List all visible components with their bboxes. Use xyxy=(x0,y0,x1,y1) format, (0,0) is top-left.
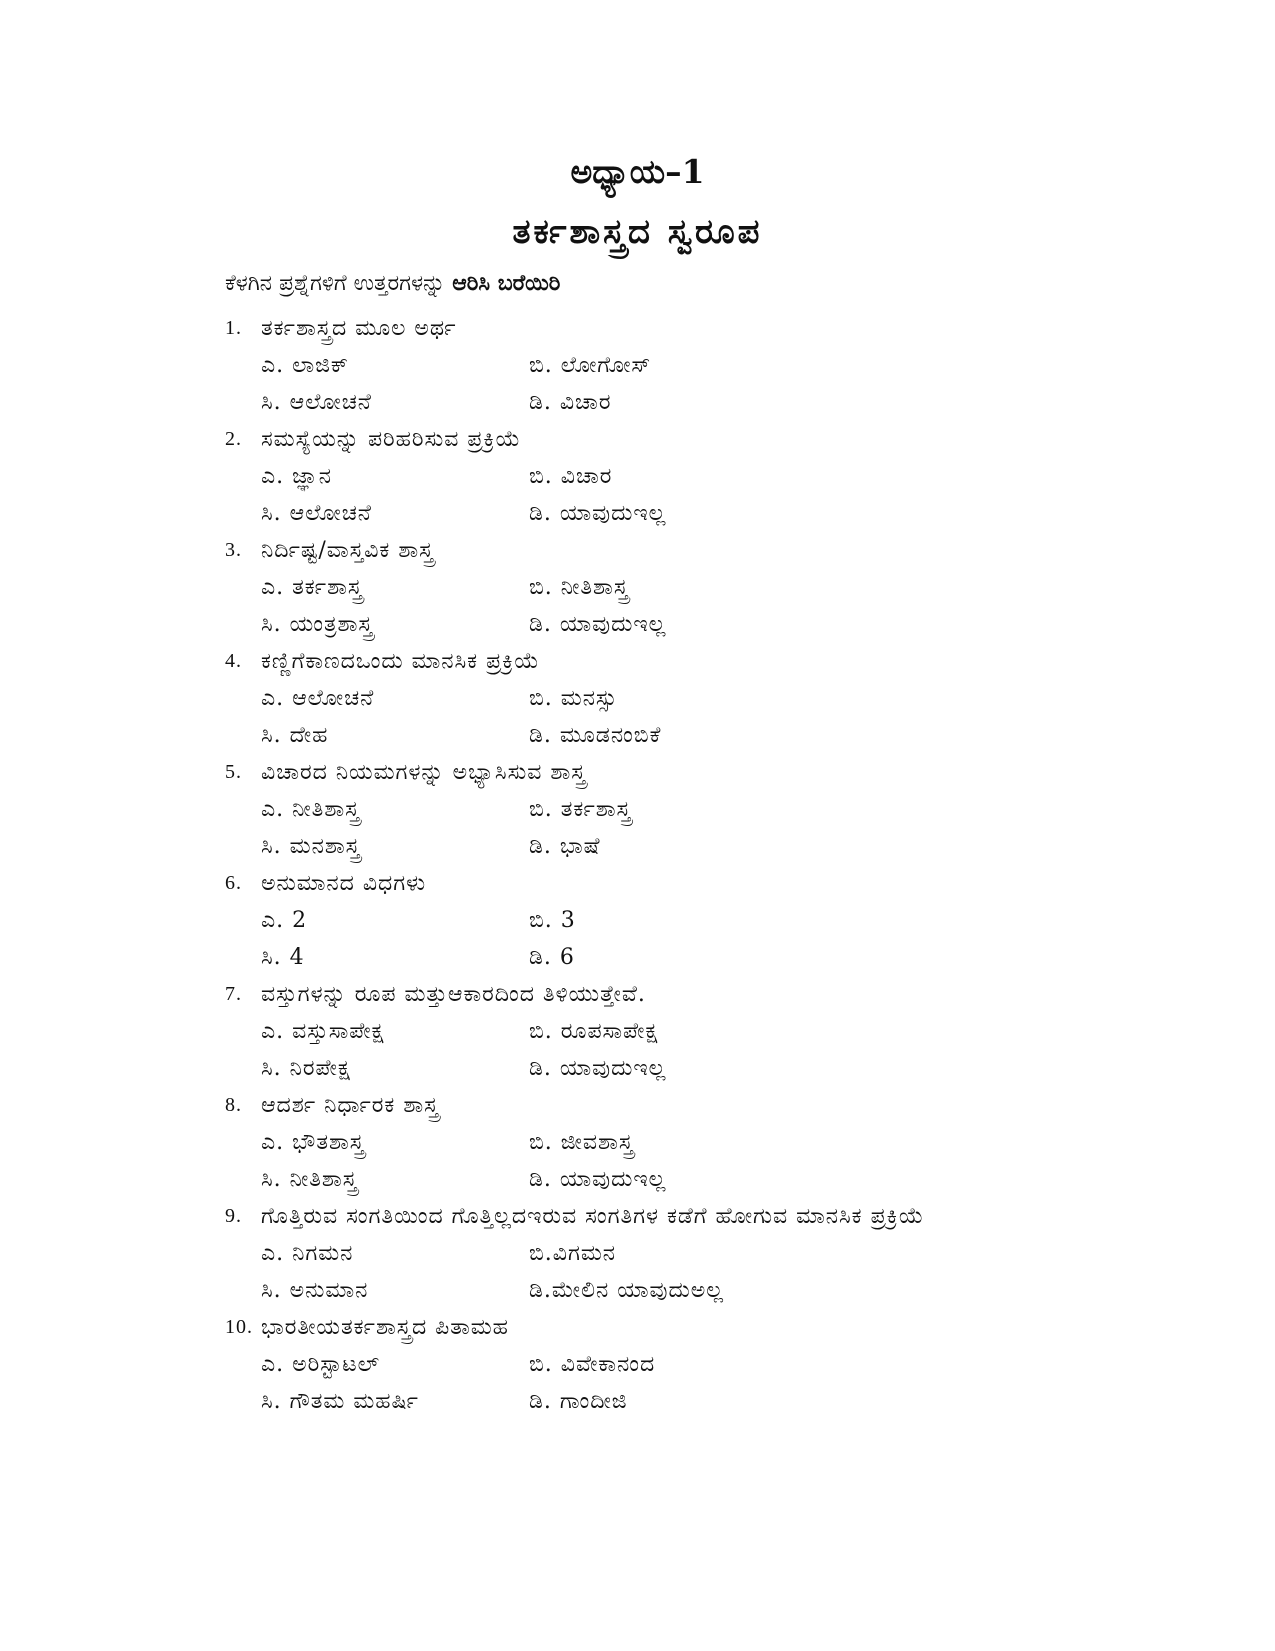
question-item xyxy=(225,532,1125,643)
option-d: ಡಿ. ಭಾಷೆ xyxy=(529,834,601,859)
option-a: ಎ. 2 xyxy=(261,908,308,933)
option-b: ಬಿ. ಲೋಗೋಸ್ xyxy=(529,353,652,378)
option-d: ಡಿ.ಮೇಲಿನ ಯಾವುದುಅಲ್ಲ xyxy=(529,1278,725,1303)
option-a: ಎ. ನೀತಿಶಾಸ್ತ್ರ xyxy=(261,797,361,822)
option-c: ಸಿ. ಅನುಮಾನ xyxy=(261,1278,369,1303)
question-number: 5. xyxy=(225,761,242,783)
option-a: ಎ. ತರ್ಕಶಾಸ್ತ್ರ xyxy=(261,575,364,600)
option-b: ಬಿ. ಜೀವಶಾಸ್ತ್ರ xyxy=(529,1130,635,1155)
option-c: ಸಿ. ನೀತಿಶಾಸ್ತ್ರ xyxy=(261,1167,358,1192)
option-b: ಬಿ. ವಿಚಾರ xyxy=(529,464,613,489)
option-a: ಎ. ಭೌತಶಾಸ್ತ್ರ xyxy=(261,1130,366,1155)
option-a: ಎ. ಆಲೋಚನೆ xyxy=(261,686,375,711)
option-d: ಡಿ. 6 xyxy=(529,945,575,970)
option-d: ಡಿ. ಮೂಡನಂಬಿಕೆ xyxy=(529,723,662,748)
option-c: ಸಿ. 4 xyxy=(261,945,305,970)
question-text: ಸಮಸ್ಯೆಯನ್ನು ಪರಿಹರಿಸುವ ಪ್ರಕ್ರಿಯೆ xyxy=(261,427,522,452)
question-item xyxy=(225,754,1125,865)
option-a: ಎ. ವಸ್ತುಸಾಪೇಕ್ಷ xyxy=(261,1019,385,1044)
question-text: ಭಾರತೀಯತರ್ಕಶಾಸ್ತ್ರದ ಪಿತಾಮಹ xyxy=(261,1315,509,1340)
option-b: ಬಿ. ರೂಪಸಾಪೇಕ್ಷ xyxy=(529,1019,659,1044)
question-text: ಗೊತ್ತಿರುವ ಸಂಗತಿಯಿಂದ ಗೊತ್ತಿಲ್ಲದಇರುವ ಸಂಗತಿಗಳ ಕಡೆಗೆ ಹೋಗುವ ಮಾನಸಿಕ ಪ್ರಕ್ರಿಯೆ xyxy=(261,1204,925,1229)
chapter-heading: ಅಧ್ಯಾಯ–1 xyxy=(570,152,705,191)
question-text: ತರ್ಕಶಾಸ್ತ್ರದ ಮೂಲ ಅರ್ಥ xyxy=(261,316,457,341)
question-item xyxy=(225,1087,1125,1198)
option-d: ಡಿ. ಯಾವುದುಇಲ್ಲ xyxy=(529,612,667,637)
question-text: ಆದರ್ಶ ನಿರ್ಧಾರಕ ಶಾಸ್ತ್ರ xyxy=(261,1093,440,1118)
question-text: ಅನುಮಾನದ ವಿಧಗಳು xyxy=(261,871,427,896)
option-d: ಡಿ. ವಿಚಾರ xyxy=(529,390,612,415)
option-a: ಎ. ನಿಗಮನ xyxy=(261,1241,354,1266)
option-c: ಸಿ. ಯಂತ್ರಶಾಸ್ತ್ರ xyxy=(261,612,374,637)
option-b: ಬಿ.ವಿಗಮನ xyxy=(529,1241,617,1266)
question-item xyxy=(225,976,1125,1087)
option-c: ಸಿ. ದೇಹ xyxy=(261,723,329,748)
option-c: ಸಿ. ಗೌತಮ ಮಹರ್ಷಿ xyxy=(261,1389,419,1414)
option-c: ಸಿ. ನಿರಪೇಕ್ಷ xyxy=(261,1056,351,1081)
question-item xyxy=(225,1198,1125,1309)
option-b: ಬಿ. ನೀತಿಶಾಸ್ತ್ರ xyxy=(529,575,630,600)
option-a: ಎ. ಲಾಜಿಕ್ xyxy=(261,353,349,378)
question-number: 6. xyxy=(225,872,242,894)
instruction-bold: ಆರಿಸಿ ಬರೆಯಿರಿ xyxy=(452,270,561,296)
question-number: 3. xyxy=(225,539,242,561)
option-c: ಸಿ. ಮನಶಾಸ್ತ್ರ xyxy=(261,834,361,859)
option-d: ಡಿ. ಯಾವುದುಇಲ್ಲ xyxy=(529,1056,667,1081)
question-text: ನಿರ್ದಿಷ್ಟ/ವಾಸ್ತವಿಕ ಶಾಸ್ತ್ರ xyxy=(261,538,435,563)
question-item xyxy=(225,1309,1125,1420)
question-number: 2. xyxy=(225,428,242,450)
question-number: 10. xyxy=(225,1316,253,1338)
question-number: 7. xyxy=(225,983,242,1005)
question-list xyxy=(225,310,1125,1420)
option-b: ಬಿ. ಮನಸ್ಸು xyxy=(529,686,618,711)
option-a: ಎ. ಜ್ಞಾನ xyxy=(261,464,332,489)
question-text: ಕಣ್ಣಿಗೆಕಾಣದಒಂದು ಮಾನಸಿಕ ಪ್ರಕ್ರಿಯೆ xyxy=(261,649,540,674)
option-c: ಸಿ. ಆಲೋಚನೆ xyxy=(261,390,372,415)
option-d: ಡಿ. ಗಾಂದೀಜಿ xyxy=(529,1389,628,1414)
question-item xyxy=(225,865,1125,976)
question-number: 4. xyxy=(225,650,242,672)
question-item xyxy=(225,643,1125,754)
option-b: ಬಿ. ತರ್ಕಶಾಸ್ತ್ರ xyxy=(529,797,632,822)
option-d: ಡಿ. ಯಾವುದುಇಲ್ಲ xyxy=(529,1167,667,1192)
page-title: ತರ್ಕಶಾಸ್ತ್ರದ ಸ್ವರೂಪ xyxy=(512,212,763,252)
question-number: 9. xyxy=(225,1205,242,1227)
question-item xyxy=(225,421,1125,532)
instruction-text xyxy=(225,270,560,296)
question-number: 1. xyxy=(225,317,242,339)
question-item xyxy=(225,310,1125,421)
option-a: ಎ. ಅರಿಸ್ಟಾಟಲ್ xyxy=(261,1352,381,1377)
option-b: ಬಿ. ವಿವೇಕಾನಂದ xyxy=(529,1352,656,1377)
option-b: ಬಿ. 3 xyxy=(529,908,576,933)
instruction-prefix: ಕೆಳಗಿನ ಪ್ರಶ್ನೆಗಳಿಗೆ ಉತ್ತರಗಳನ್ನು xyxy=(225,271,453,296)
question-text: ವಸ್ತುಗಳನ್ನು ರೂಪ ಮತ್ತುಆಕಾರದಿಂದ ತಿಳಿಯುತ್ತೇವೆ. xyxy=(261,982,646,1007)
option-d: ಡಿ. ಯಾವುದುಇಲ್ಲ xyxy=(529,501,667,526)
question-text: ವಿಚಾರದ ನಿಯಮಗಳನ್ನು ಅಭ್ಯಾಸಿಸುವ ಶಾಸ್ತ್ರ xyxy=(261,760,587,785)
option-c: ಸಿ. ಆಲೋಚನೆ xyxy=(261,501,372,526)
question-number: 8. xyxy=(225,1094,242,1116)
